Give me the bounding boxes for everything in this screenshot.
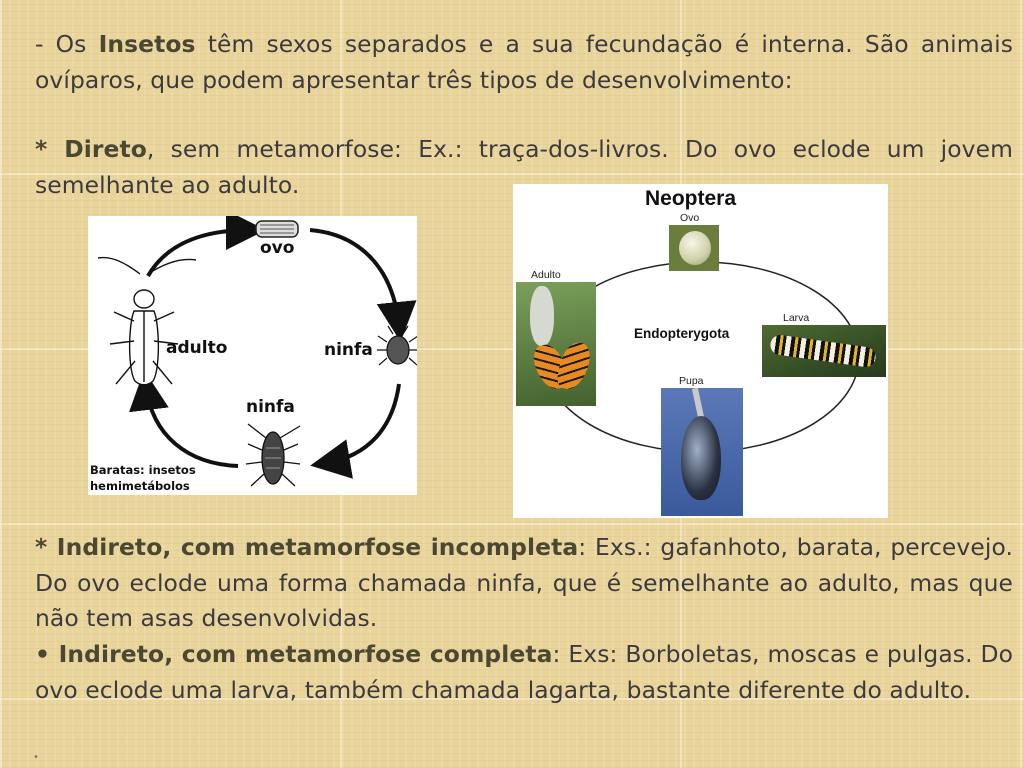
direct-development-heading: * Direto — [35, 135, 147, 163]
complete-metamorphosis-paragraph — [35, 637, 1013, 708]
egg-photo — [669, 225, 719, 271]
nymph-icon — [246, 424, 300, 486]
butterfly-life-cycle-diagram — [513, 184, 888, 518]
nymph-icon — [377, 326, 417, 365]
complete-metamorphosis-text: : Exs: Borboletas, moscas e pulgas. Do ovo eclode uma larva, também chamada lagarta, bastante diferente do adulto. — [35, 640, 1013, 704]
label-ninfa-right: ninfa — [324, 340, 373, 360]
incomplete-metamorphosis-paragraph — [35, 530, 1013, 637]
label-ovo: ovo — [260, 238, 295, 258]
butterfly-photo — [516, 282, 596, 406]
arrow-nymph-to-adult — [146, 386, 238, 466]
arrow-egg-to-nymph — [310, 230, 399, 326]
arrow-nymph-to-nymph — [326, 384, 399, 463]
caption-line-1: Baratas: insetos — [90, 463, 196, 477]
stage-label-adulto: Adulto — [531, 269, 561, 281]
egg-case-icon — [256, 221, 298, 237]
label-adulto: adulto — [166, 338, 228, 358]
incomplete-metamorphosis-text: : Exs.: gafanhoto, barata, percevejo. Do ovo eclode uma forma chamada ninfa, que é semelhante ao adulto, mas que não tem asas desenvolvidas. — [35, 533, 1013, 632]
cockroach-icon — [98, 258, 196, 385]
arrow-adult-to-egg — [148, 230, 250, 276]
intro-text: têm sexos separados e a sua fecundação é interna. São animais ovíparos, que podem apresentar três tipos de desenvolvimento: — [35, 30, 1013, 94]
trailing-bullet: • — [33, 752, 39, 763]
chrysalis-photo — [661, 388, 743, 516]
label-ninfa-bottom: ninfa — [246, 397, 295, 417]
caption-line-2: hemimetábolos — [90, 479, 190, 493]
intro-keyword: Insetos — [98, 30, 196, 58]
intro-dash: - Os — [35, 30, 99, 58]
stage-label-pupa: Pupa — [679, 375, 704, 387]
complete-metamorphosis-heading: • Indireto, com metamorfose completa — [35, 640, 553, 668]
intro-paragraph — [35, 27, 1013, 98]
cockroach-life-cycle-diagram — [88, 216, 417, 495]
incomplete-metamorphosis-heading: * Indireto, com metamorfose incompleta — [35, 533, 579, 561]
center-label: Endopterygota — [634, 326, 730, 341]
stage-label-ovo: Ovo — [680, 212, 700, 224]
caterpillar-photo — [762, 325, 886, 377]
diagram-title: Neoptera — [645, 187, 737, 210]
direct-development-text: , sem metamorfose: Ex.: traça-dos-livros. Do ovo eclode um jovem semelhante ao adulto. — [35, 135, 1014, 199]
stage-label-larva: Larva — [783, 312, 810, 324]
